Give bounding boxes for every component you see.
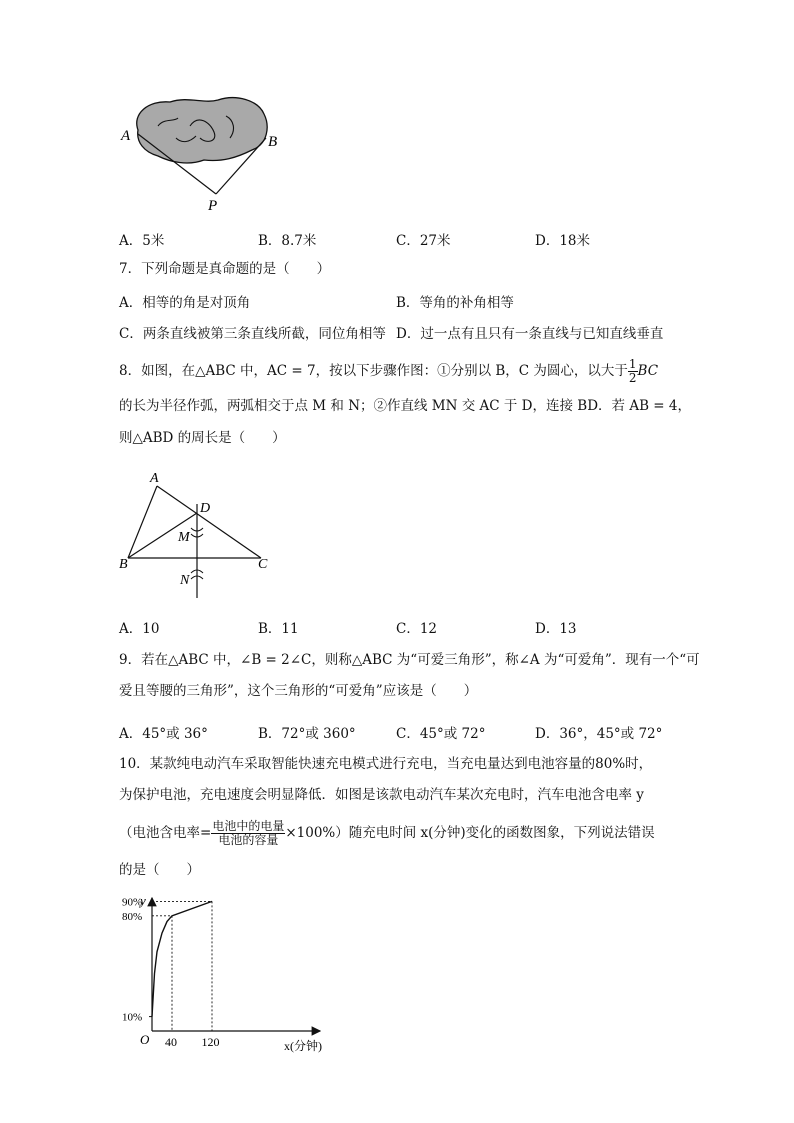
- q6-option-a[interactable]: A．5米: [119, 233, 165, 249]
- q10-line-1: 10．某款纯电动汽车采取智能快速充电模式进行充电，当充电量达到电池容量的80%时，: [119, 756, 653, 772]
- label-b: B: [268, 134, 278, 150]
- label-m: M: [178, 530, 190, 545]
- q8-line-1-text: 8．如图，在△ABC 中，AC = 7，按以下步骤作图：①分别以 B，C 为圆心，以大于: [119, 363, 628, 379]
- label-a: A: [150, 471, 159, 486]
- q6-option-b[interactable]: B．8.7米: [258, 233, 317, 249]
- y-tick-label: 10%: [122, 1011, 143, 1024]
- q10-line-3-end: ×100%）随充电时间 x(分钟)变化的函数图象，下列说法错误: [285, 825, 655, 841]
- q7-stem: 7．下列命题是真命题的是（ ）: [119, 261, 331, 277]
- q6-option-c[interactable]: C．27米: [396, 233, 451, 249]
- q10-fraction: [211, 820, 285, 847]
- q8-option-d[interactable]: D．13: [535, 621, 577, 637]
- q10-line-3: [119, 820, 655, 847]
- q9-line-1: 9．若在△ABC 中，∠B = 2∠C，则称△ABC 为“可爱三角形”，称∠A 为“可爱角”．现有一个“可: [119, 652, 700, 668]
- q7-option-d[interactable]: D．过一点有且只有一条直线与已知直线垂直: [396, 326, 664, 342]
- q9-option-a[interactable]: A．45°或 36°: [119, 726, 208, 742]
- charging-chart: [108, 892, 334, 1062]
- q8-line-1-end: BC: [637, 363, 659, 379]
- x-tick-label: 40: [165, 1035, 177, 1049]
- side-ab: [128, 486, 157, 558]
- q10-line-3-text: （电池含电率=: [119, 825, 212, 841]
- triangle-figure: [116, 470, 276, 605]
- y-tick-label: 80%: [122, 910, 143, 923]
- q10-line-4: 的是（ ）: [119, 862, 200, 878]
- q7-option-a[interactable]: A．相等的角是对顶角: [119, 295, 251, 311]
- label-d: D: [200, 501, 211, 516]
- q8-option-b[interactable]: B．11: [258, 621, 299, 637]
- label-b: B: [119, 557, 128, 572]
- q8-frac-num: 1: [628, 357, 637, 371]
- pond-figure: [118, 92, 288, 217]
- q8-frac-den: 2: [628, 371, 637, 385]
- q8-line-1: [119, 358, 658, 385]
- pond-shape: [137, 98, 267, 163]
- q6-option-d[interactable]: D．18米: [535, 233, 591, 249]
- q7-option-c[interactable]: C．两条直线被第三条直线所截，同位角相等: [119, 326, 386, 342]
- q10-frac-num: 电池中的电量: [212, 819, 285, 833]
- x-tick-label: 120: [201, 1035, 220, 1049]
- q8-line-3: 则△ABD 的周长是（ ）: [119, 430, 286, 446]
- side-ac: [157, 486, 261, 558]
- y-tick-label: 90%: [122, 896, 143, 909]
- series-line: [152, 901, 212, 1016]
- q10-frac-den: 电池的容量: [218, 833, 279, 847]
- q9-option-b[interactable]: B．72°或 360°: [258, 726, 356, 742]
- q8-option-a[interactable]: A．10: [119, 621, 160, 637]
- q9-line-2: 爱且等腰的三角形”，这个三角形的“可爱角”应该是（ ）: [119, 683, 478, 699]
- q9-option-c[interactable]: C．45°或 72°: [396, 726, 486, 742]
- q8-fraction: [628, 358, 638, 385]
- x-axis-label: x(分钟): [284, 1039, 322, 1053]
- q9-option-d[interactable]: D．36°，45°或 72°: [535, 726, 663, 742]
- y-axis-label: y: [140, 893, 146, 908]
- q8-option-c[interactable]: C．12: [396, 621, 438, 637]
- q10-line-2: 为保护电池，充电速度会明显降低．如图是该款电动汽车某次充电时，汽车电池含电率 y: [119, 787, 644, 803]
- label-p: P: [208, 198, 218, 214]
- label-n: N: [180, 573, 190, 588]
- origin-label: O: [140, 1032, 150, 1047]
- q7-option-b[interactable]: B．等角的补角相等: [396, 295, 514, 311]
- label-c: C: [258, 557, 268, 572]
- q8-line-2: 的长为半径作弧，两弧相交于点 M 和 N；②作直线 MN 交 AC 于 D，连接 BD．若 AB = 4，: [119, 398, 691, 414]
- label-a: A: [121, 128, 131, 144]
